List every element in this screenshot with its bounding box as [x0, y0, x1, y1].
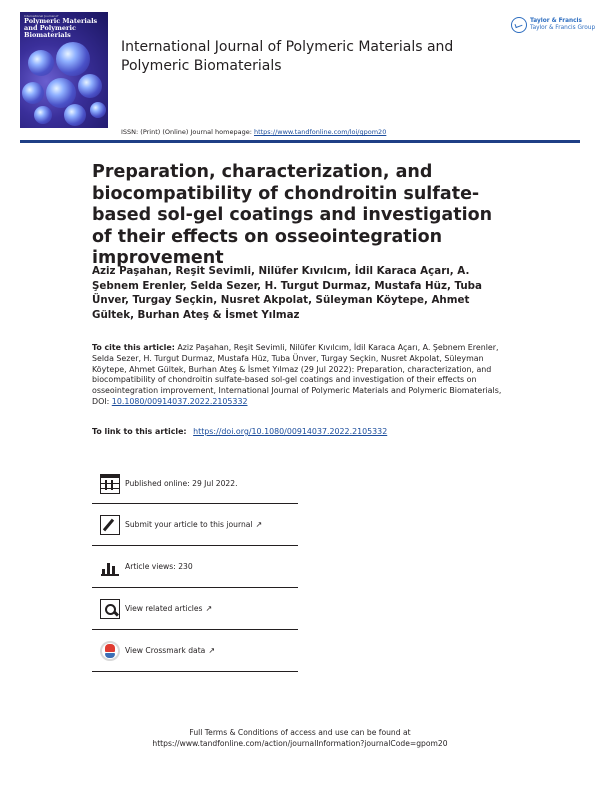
published-row: [92, 464, 298, 504]
related-articles-link[interactable]: View related articles: [125, 604, 203, 613]
issn-label: ISSN: (Print) (Online) Journal homepage:: [121, 128, 252, 136]
external-link-icon: ↗: [205, 604, 213, 613]
submit-row[interactable]: [92, 504, 298, 546]
external-link-icon: ↗: [255, 520, 263, 529]
citation-label: To cite this article:: [92, 343, 175, 352]
calendar-icon: [100, 474, 120, 494]
article-info-panel: [92, 464, 298, 672]
publisher-logo-icon: [511, 17, 527, 33]
crossmark-link[interactable]: View Crossmark data: [125, 646, 206, 655]
article-link-line: [92, 427, 387, 436]
search-document-icon: [100, 599, 120, 619]
article-doi-link[interactable]: https://doi.org/10.1080/00914037.2022.2105332: [193, 427, 388, 436]
publisher-group: Taylor & Francis Group: [530, 25, 596, 31]
article-title: Preparation, characterization, and biocompatibility of chondroitin sulfate-based sol-gel coatings and investigation of their effects on osseointegration improvement: [92, 162, 493, 268]
footer-terms: Full Terms & Conditions of access and use can be found at: [189, 728, 411, 737]
citation-text: Aziz Paşahan, Reşit Sevimli, Nilüfer Kıvılcım, İdil Karaca Açarı, A. Şebnem Erenler, Selda Sezer, H. Turgut Durmaz, Mustafa Hüz, Tuba Ünver, Turgay Seçkin, Nusret Akpolat, Süleyman Köytepe, Ahmet Gültek, Burhan Ateş & İsmet Yılmaz (29 Jul 2022): Preparation, characterization, and biocompatibility of chondroitin sulfate-based sol-gel coatings and investigation of their effects on osseointegration improvement, International Journal of Polymeric Materials and Polymeric Biomaterials, DOI:: [92, 343, 502, 406]
related-row[interactable]: [92, 588, 298, 630]
bar-chart-icon: [100, 557, 120, 577]
article-authors: Aziz Paşahan, Reşit Sevimli, Nilüfer Kıvılcım, İdil Karaca Açarı, A. Şebnem Erenler, Selda Sezer, H. Turgut Durmaz, Mustafa Hüz, Tuba Ünver, Turgay Seçkin, Nusret Akpolat, Süleyman Köytepe, Ahmet Gültek, Burhan Ateş & İsmet Yılmaz: [92, 265, 482, 321]
header-divider: [20, 140, 580, 143]
views-row: [92, 546, 298, 588]
footer: [0, 727, 600, 749]
publisher-name: Taylor & Francis: [530, 18, 582, 24]
publisher-logo[interactable]: [511, 17, 595, 33]
cover-subtitle: International Journal of: [24, 14, 59, 18]
article-link-label: To link to this article:: [92, 427, 187, 436]
published-date: Published online: 29 Jul 2022.: [125, 479, 238, 488]
footer-url[interactable]: https://www.tandfonline.com/action/journalInformation?journalCode=gpom20: [152, 739, 448, 748]
journal-title: International Journal of Polymeric Materials and Polymeric Biomaterials: [121, 39, 454, 74]
issn-line: [121, 128, 386, 136]
submit-article-link[interactable]: Submit your article to this journal: [125, 520, 253, 529]
citation-block: [92, 343, 502, 408]
cover-title: Polymeric Materials and Polymeric Biomaterials: [24, 17, 98, 39]
article-views: Article views: 230: [125, 562, 193, 571]
external-link-icon: ↗: [208, 646, 216, 655]
citation-doi-link[interactable]: 10.1080/00914037.2022.2105332: [111, 396, 248, 406]
journal-cover-image: [20, 12, 108, 128]
edit-icon: [100, 515, 120, 535]
journal-homepage-link[interactable]: https://www.tandfonline.com/loi/gpom20: [253, 128, 387, 136]
crossmark-row[interactable]: [92, 630, 298, 672]
crossmark-icon: [100, 641, 120, 661]
